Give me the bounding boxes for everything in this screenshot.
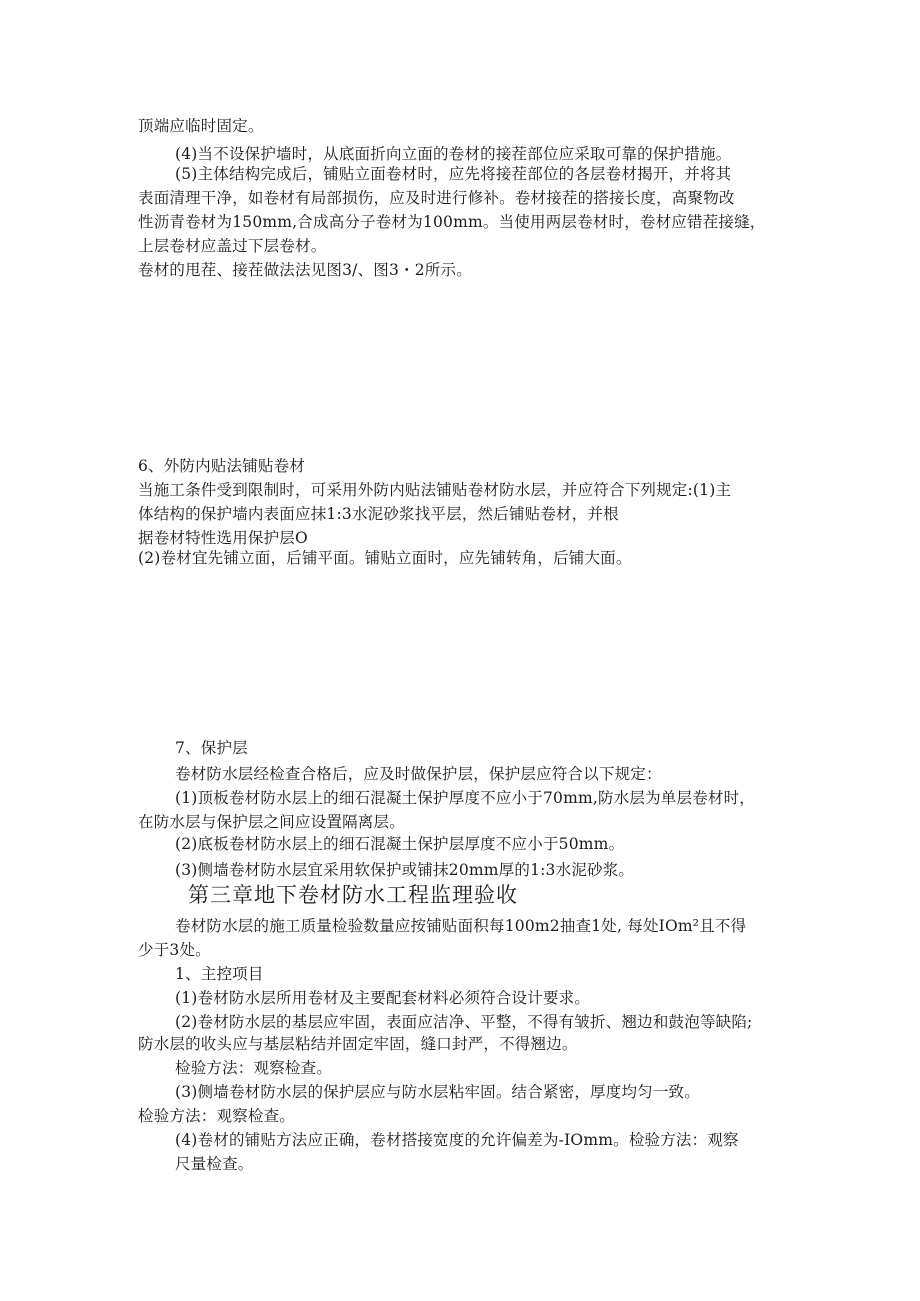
paragraph-line: (1)顶板卷材防水层上的细石混凝土保护厚度不应小于70mm,防水层为单层卷材时，: [175, 789, 756, 807]
paragraph-line: 据卷材特性选用保护层O: [138, 529, 308, 547]
paragraph-line: 体结构的保护墙内表面应抹1:3水泥砂浆找平层，然后铺贴卷材，并根: [138, 505, 619, 523]
list-item: (3)侧墙卷材防水层的保护层应与防水层粘牢固。结合紧密，厚度均匀一致。: [175, 1083, 700, 1101]
paragraph-line: 尺量检查。: [175, 1155, 254, 1173]
paragraph-line: 表面清理干净，如卷材有局部损伤，应及时进行修补。卷材接茬的搭接长度，高聚物改: [138, 189, 735, 207]
list-item: (4)卷材的铺贴方法应正确，卷材搭接宽度的允许偏差为-IOmm。检验方法：观察: [175, 1131, 739, 1149]
section-heading: 6、外防内贴法铺贴卷材: [138, 457, 306, 475]
paragraph-line: 顶端应临时固定。: [138, 117, 264, 135]
paragraph-line: 在防水层与保护层之间应设置隔离层。: [138, 813, 405, 831]
paragraph-line: (2)底板卷材防水层上的细石混凝土保护层厚度不应小于50mm。: [175, 835, 625, 853]
inspection-method: 检验方法：观察检查。: [175, 1059, 333, 1077]
list-item: (1)卷材防水层所用卷材及主要配套材料必须符合设计要求。: [175, 989, 591, 1007]
paragraph-line: 上层卷材应盖过下层卷材。: [138, 237, 327, 255]
paragraph-line: 卷材防水层经检查合格后，应及时做保护层，保护层应符合以下规定：: [175, 765, 662, 783]
paragraph-line: 当施工条件受到限制时，可采用外防内贴法铺贴卷材防水层，并应符合下列规定:(1)主: [138, 481, 732, 499]
figure-reference: 卷材的甩茬、接茬做法法见图3/、图3・2所示。: [138, 261, 472, 279]
paragraph-line: 卷材防水层的施工质量检验数量应按铺贴面积每100m2抽查1处, 每处IOm²且不得: [175, 917, 747, 935]
section-heading: 7、保护层: [175, 739, 248, 757]
paragraph-line: (2)卷材宜先铺立面，后铺平面。铺贴立面时，应先铺转角，后铺大面。: [138, 549, 632, 567]
list-item: (2)卷材防水层的基层应牢固，表面应洁净、平整，不得有皱折、翘边和鼓泡等缺陷;: [175, 1013, 753, 1031]
paragraph-line: (4)当不设保护墙时，从底面折向立面的卷材的接茬部位应采取可靠的保护措施。: [175, 145, 732, 163]
chapter-title: 第三章地下卷材防水工程监理验收: [188, 883, 518, 907]
inspection-method: 检验方法：观察检查。: [138, 1107, 296, 1125]
paragraph-line: 性沥青卷材为150mm,合成高分子卷材为100mm。当使用两层卷材时，卷材应错茬接缝，: [138, 213, 766, 231]
paragraph-line: (3)侧墙卷材防水层宜采用软保护或铺抹20mm厚的1:3水泥砂浆。: [175, 861, 635, 879]
paragraph-line: (5)主体结构完成后，铺贴立面卷材时，应先将接茬部位的各层卷材揭开，并将其: [175, 165, 732, 183]
paragraph-line: 防水层的收头应与基层粘结并固定牢固，缝口封严，不得翘边。: [138, 1035, 578, 1053]
paragraph-line: 少于3处。: [138, 941, 211, 959]
subsection-heading: 1、主控项目: [175, 965, 264, 983]
